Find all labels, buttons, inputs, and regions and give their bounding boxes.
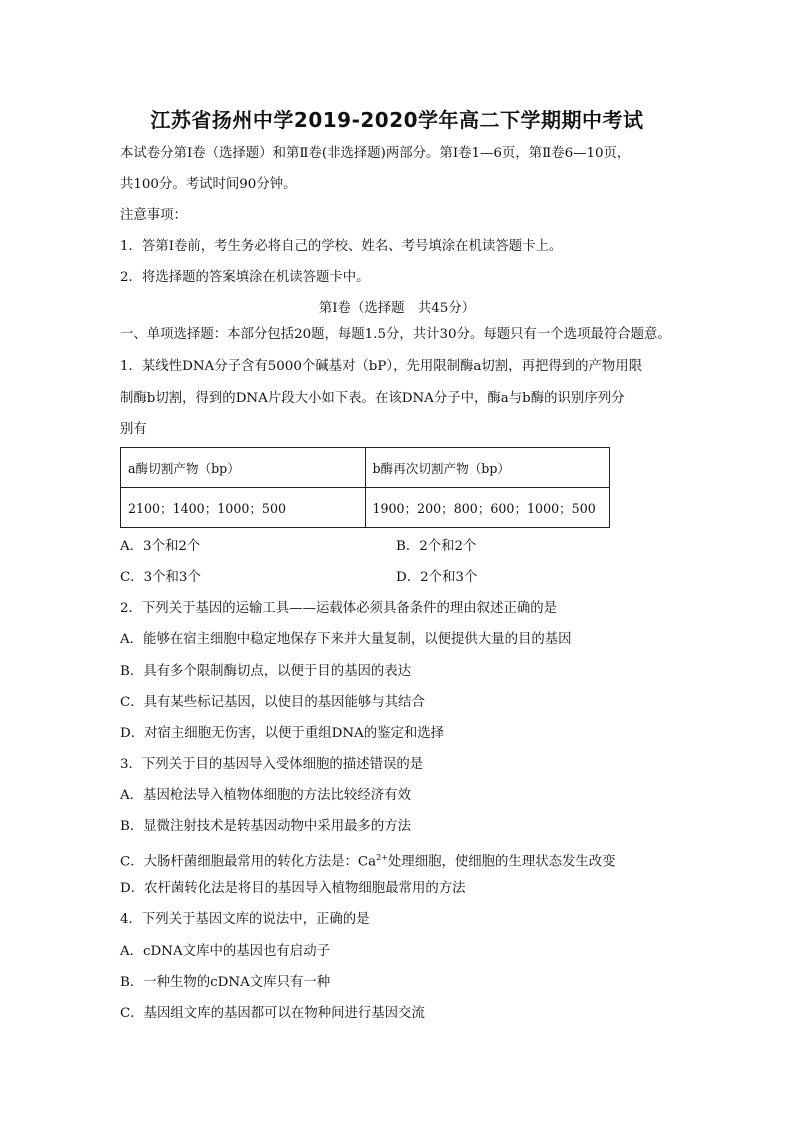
notes-item-1: 1．答第Ⅰ卷前，考生务必将自己的学校、姓名、考号填涂在机读答题卡上。 (120, 239, 563, 254)
section-1-heading: 第Ⅰ卷（选择题 共45分） (318, 301, 476, 316)
intro-line-2: 共100分。考试时间90分钟。 (120, 177, 297, 192)
q4-option-a: A．cDNA文库中的基因也有启动子 (120, 944, 330, 959)
q1-option-a: A．3个和2个 (120, 539, 201, 554)
q3-option-c-pre: C．大肠杆菌细胞最常用的转化方法是：Ca (120, 854, 377, 870)
q1-table (120, 447, 610, 528)
q1-stem-line-3: 别有 (120, 422, 147, 437)
table-cell-b: 1900；200；800；600；1000；500 (365, 488, 610, 528)
q3-option-c-superscript: 2+ (376, 853, 388, 862)
table-header-b: b酶再次切割产物（bp） (365, 448, 610, 488)
q4-option-b: B．一种生物的cDNA文库只有一种 (120, 975, 331, 990)
table-cell-a: 2100；1400；1000；500 (121, 488, 366, 528)
notes-heading: 注意事项： (120, 208, 187, 223)
q1-stem-line-2: 制酶b切割，得到的DNA片段大小如下表。在该DNA分子中，酶a与b酶的识别序列分 (120, 391, 625, 406)
section-1-instructions: 一、单项选择题：本部分包括20题，每题1.5分，共计30分。每题只有一个选项最符合题意。 (120, 327, 671, 342)
q2-option-c: C．具有某些标记基因，以使目的基因能够与其结合 (120, 695, 425, 710)
intro-line-1: 本试卷分第Ⅰ卷（选择题）和第Ⅱ卷(非选择题)两部分。第Ⅰ卷1—6页，第Ⅱ卷6—10页， (120, 146, 631, 161)
q4-stem: 4．下列关于基因文库的说法中，正确的是 (120, 912, 370, 927)
q3-option-b: B．显微注射技术是转基因动物中采用最多的方法 (120, 819, 412, 834)
q1-stem-line-1: 1．某线性DNA分子含有5000个碱基对（bP），先用限制酶a切割，再把得到的产物用限 (120, 359, 643, 374)
table-row (121, 448, 610, 488)
q1-option-d: D．2个和3个 (396, 570, 478, 585)
q3-stem: 3．下列关于目的基因导入受体细胞的描述错误的是 (120, 757, 424, 772)
exam-title: 江苏省扬州中学2019-2020学年高二下学期期中考试 (150, 108, 644, 132)
q3-option-c-post: 处理细胞，使细胞的生理状态发生改变 (387, 854, 616, 870)
q4-option-c: C．基因组文库的基因都可以在物种间进行基因交流 (120, 1006, 425, 1021)
table-header-a: a酶切割产物（bp） (121, 448, 366, 488)
q2-stem: 2．下列关于基因的运输工具——运载体必须具备条件的理由叙述正确的是 (120, 601, 558, 616)
q2-option-d: D．对宿主细胞无伤害，以便于重组DNA的鉴定和选择 (120, 726, 445, 741)
q1-option-c: C．3个和3个 (120, 570, 201, 585)
q3-option-a: A．基因枪法导入植物体细胞的方法比较经济有效 (120, 788, 411, 803)
notes-item-2: 2．将选择题的答案填涂在机读答题卡中。 (120, 270, 370, 285)
q1-option-b: B．2个和2个 (396, 539, 477, 554)
q2-option-b: B．具有多个限制酶切点，以便于目的基因的表达 (120, 664, 412, 679)
q2-option-a: A．能够在宿主细胞中稳定地保存下来并大量复制，以便提供大量的目的基因 (120, 632, 572, 647)
q3-option-d: D．农杆菌转化法是将目的基因导入植物细胞最常用的方法 (120, 881, 466, 896)
table-row (121, 488, 610, 528)
q3-option-c (120, 849, 616, 871)
